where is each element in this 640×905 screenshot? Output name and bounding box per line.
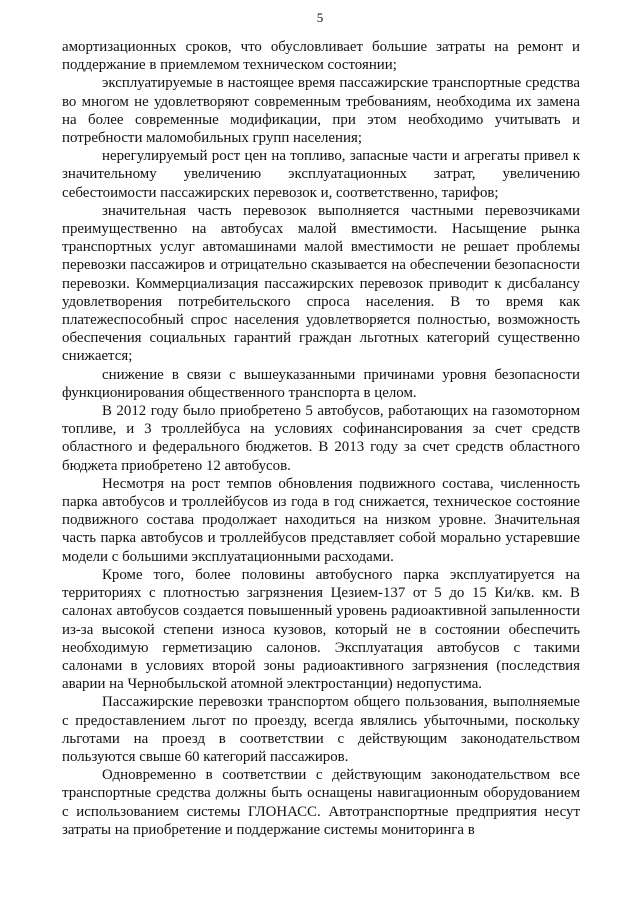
- paragraph: эксплуатируемые в настоящее время пассажирские транспортные средства во многом не удовлетворяют современным требованиям, необходима их замена на более современные модификации, при этом необходимо учитывать и потребности маломобильных групп населения;: [62, 75, 580, 147]
- paragraph: Одновременно в соответствии с действующим законодательством все транспортные средства должны быть оснащены навигационным оборудованием с использованием системы ГЛОНАСС. Автотранспортные предприятия несут затраты на приобретение и поддержание системы мониторинга в: [62, 767, 580, 838]
- paragraph: Несмотря на рост темпов обновления подвижного состава, численность парка автобусов и троллейбусов из года в год снижается, техническое состояние подвижного состава продолжает находиться на низком уровне. Значительная часть парка автобусов и троллейбусов представляет собой морально устаревшие модели с большими эксплуатационными расходами.: [62, 475, 580, 565]
- paragraph: снижение в связи с вышеуказанными причинами уровня безопасности функционирования общественного транспорта в целом.: [62, 366, 580, 401]
- paragraph-continuation: амортизационных сроков, что обусловливает большие затраты на ремонт и поддержание в приемлемом техническом состоянии;: [62, 39, 580, 74]
- page-number: 5: [316, 10, 324, 25]
- body-text: [62, 38, 580, 839]
- paragraph: В 2012 году было приобретено 5 автобусов, работающих на газомоторном топливе, и 3 троллейбуса на условиях софинансирования за счет средств областного и федерального бюджетов. В 2013 году за счет средств областного бюджета приобретено 12 автобусов.: [62, 403, 580, 474]
- paragraph: Пассажирские перевозки транспортом общего пользования, выполняемые с предоставлением льгот по проезду, всегда являлись убыточными, поскольку льготами на проезд в соответствии с действующим законодательством пользуются свыше 60 категорий пассажиров.: [62, 694, 580, 765]
- paragraph: значительная часть перевозок выполняется частными перевозчиками преимущественно на автобусах малой вместимости. Насыщение рынка транспортных услуг автомашинами малой вместимости не решает проблемы перевозки пассажиров и отрицательно сказывается на обеспечении безопасности перевозки. Коммерциализация пассажирских перевозок приводит к дисбалансу удовлетворения потребительского спроса населения. В то время как платежеспособный спрос населения удовлетворяется полностью, возможность обеспечения социальных гарантий граждан льготных категорий существенно снижается;: [62, 202, 580, 365]
- paragraph: Кроме того, более половины автобусного парка эксплуатируется на территориях с плотностью загрязнения Цезием-137 от 5 до 15 Ки/кв. км. В салонах автобусов создается повышенный уровень радиоактивной запыленности из-за высокой степени износа кузовов, который не в состоянии обеспечить необходимую герметизацию салонов. Эксплуатация автобусов с такими салонами в условиях второй зоны радиоактивного загрязнения (последствия аварии на Чернобыльской атомной электростанции) недопустима.: [62, 566, 580, 693]
- paragraph: нерегулируемый рост цен на топливо, запасные части и агрегаты привел к значительному увеличению эксплуатационных затрат, увеличению себестоимости пассажирских перевозок и, соответственно, тарифов;: [62, 148, 580, 201]
